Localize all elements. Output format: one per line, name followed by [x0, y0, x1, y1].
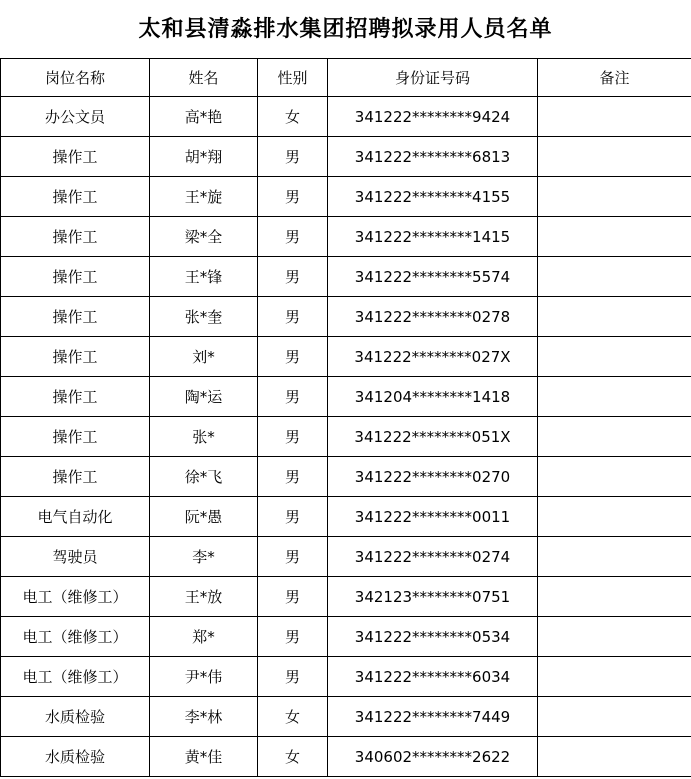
position-cell: 操作工 — [1, 417, 150, 457]
name-cell: 李* — [150, 537, 258, 577]
note-cell — [538, 737, 691, 777]
note-cell — [538, 337, 691, 377]
position-cell: 电工（维修工） — [1, 617, 150, 657]
table-row — [1, 577, 691, 617]
position-cell: 操作工 — [1, 257, 150, 297]
name-cell: 王*旋 — [150, 177, 258, 217]
table-row — [1, 377, 691, 417]
position-cell: 操作工 — [1, 337, 150, 377]
gender-cell: 男 — [258, 337, 328, 377]
table-row — [1, 617, 691, 657]
gender-cell: 男 — [258, 417, 328, 457]
position-cell: 操作工 — [1, 137, 150, 177]
column-header-gender: 性别 — [258, 59, 328, 97]
name-cell: 梁*全 — [150, 217, 258, 257]
name-cell: 阮*愚 — [150, 497, 258, 537]
name-cell: 郑* — [150, 617, 258, 657]
id-number-cell: 341222********0270 — [328, 457, 538, 497]
id-number-cell: 341222********0278 — [328, 297, 538, 337]
name-cell: 黄*佳 — [150, 737, 258, 777]
note-cell — [538, 137, 691, 177]
table-row — [1, 97, 691, 137]
position-cell: 操作工 — [1, 177, 150, 217]
column-header-position: 岗位名称 — [1, 59, 150, 97]
id-number-cell: 340602********2622 — [328, 737, 538, 777]
note-cell — [538, 97, 691, 137]
table-row — [1, 457, 691, 497]
note-cell — [538, 577, 691, 617]
table-row — [1, 217, 691, 257]
gender-cell: 男 — [258, 217, 328, 257]
gender-cell: 男 — [258, 617, 328, 657]
id-number-cell: 341222********027X — [328, 337, 538, 377]
gender-cell: 男 — [258, 297, 328, 337]
table-row — [1, 297, 691, 337]
id-number-cell: 341222********4155 — [328, 177, 538, 217]
id-number-cell: 341222********6034 — [328, 657, 538, 697]
table-row — [1, 257, 691, 297]
gender-cell: 女 — [258, 97, 328, 137]
gender-cell: 女 — [258, 737, 328, 777]
gender-cell: 男 — [258, 177, 328, 217]
id-number-cell: 341222********6813 — [328, 137, 538, 177]
gender-cell: 男 — [258, 497, 328, 537]
name-cell: 王*锋 — [150, 257, 258, 297]
gender-cell: 男 — [258, 537, 328, 577]
gender-cell: 男 — [258, 657, 328, 697]
name-cell: 高*艳 — [150, 97, 258, 137]
table-row — [1, 497, 691, 537]
id-number-cell: 341222********7449 — [328, 697, 538, 737]
name-cell: 张*奎 — [150, 297, 258, 337]
position-cell: 操作工 — [1, 217, 150, 257]
note-cell — [538, 297, 691, 337]
name-cell: 陶*运 — [150, 377, 258, 417]
id-number-cell: 341222********9424 — [328, 97, 538, 137]
table-row — [1, 137, 691, 177]
table-row — [1, 697, 691, 737]
name-cell: 张* — [150, 417, 258, 457]
note-cell — [538, 657, 691, 697]
position-cell: 办公文员 — [1, 97, 150, 137]
name-cell: 尹*伟 — [150, 657, 258, 697]
position-cell: 电工（维修工） — [1, 577, 150, 617]
position-cell: 操作工 — [1, 377, 150, 417]
position-cell: 水质检验 — [1, 697, 150, 737]
page-title: 太和县清淼排水集团招聘拟录用人员名单 — [138, 16, 553, 42]
table-row — [1, 417, 691, 457]
table-row — [1, 737, 691, 777]
table-row — [1, 177, 691, 217]
name-cell: 徐*飞 — [150, 457, 258, 497]
id-number-cell: 341222********051X — [328, 417, 538, 457]
note-cell — [538, 497, 691, 537]
id-number-cell: 342123********0751 — [328, 577, 538, 617]
note-cell — [538, 617, 691, 657]
position-cell: 操作工 — [1, 297, 150, 337]
name-cell: 王*放 — [150, 577, 258, 617]
id-number-cell: 341222********0534 — [328, 617, 538, 657]
id-number-cell: 341222********1415 — [328, 217, 538, 257]
gender-cell: 女 — [258, 697, 328, 737]
id-number-cell: 341222********0274 — [328, 537, 538, 577]
note-cell — [538, 697, 691, 737]
column-header-id-number: 身份证号码 — [328, 59, 538, 97]
table-row — [1, 657, 691, 697]
note-cell — [538, 177, 691, 217]
table-body — [1, 97, 691, 777]
gender-cell: 男 — [258, 377, 328, 417]
note-cell — [538, 457, 691, 497]
name-cell: 胡*翔 — [150, 137, 258, 177]
position-cell: 操作工 — [1, 457, 150, 497]
gender-cell: 男 — [258, 137, 328, 177]
column-header-name: 姓名 — [150, 59, 258, 97]
position-cell: 电气自动化 — [1, 497, 150, 537]
position-cell: 驾驶员 — [1, 537, 150, 577]
table-row — [1, 537, 691, 577]
position-cell: 电工（维修工） — [1, 657, 150, 697]
name-cell: 李*林 — [150, 697, 258, 737]
note-cell — [538, 417, 691, 457]
gender-cell: 男 — [258, 577, 328, 617]
id-number-cell: 341222********0011 — [328, 497, 538, 537]
name-cell: 刘* — [150, 337, 258, 377]
applicant-table — [0, 58, 691, 777]
column-header-note: 备注 — [538, 59, 691, 97]
id-number-cell: 341204********1418 — [328, 377, 538, 417]
note-cell — [538, 537, 691, 577]
table-row — [1, 337, 691, 377]
note-cell — [538, 217, 691, 257]
id-number-cell: 341222********5574 — [328, 257, 538, 297]
gender-cell: 男 — [258, 257, 328, 297]
position-cell: 水质检验 — [1, 737, 150, 777]
table-header-row — [1, 59, 691, 97]
note-cell — [538, 377, 691, 417]
gender-cell: 男 — [258, 457, 328, 497]
note-cell — [538, 257, 691, 297]
